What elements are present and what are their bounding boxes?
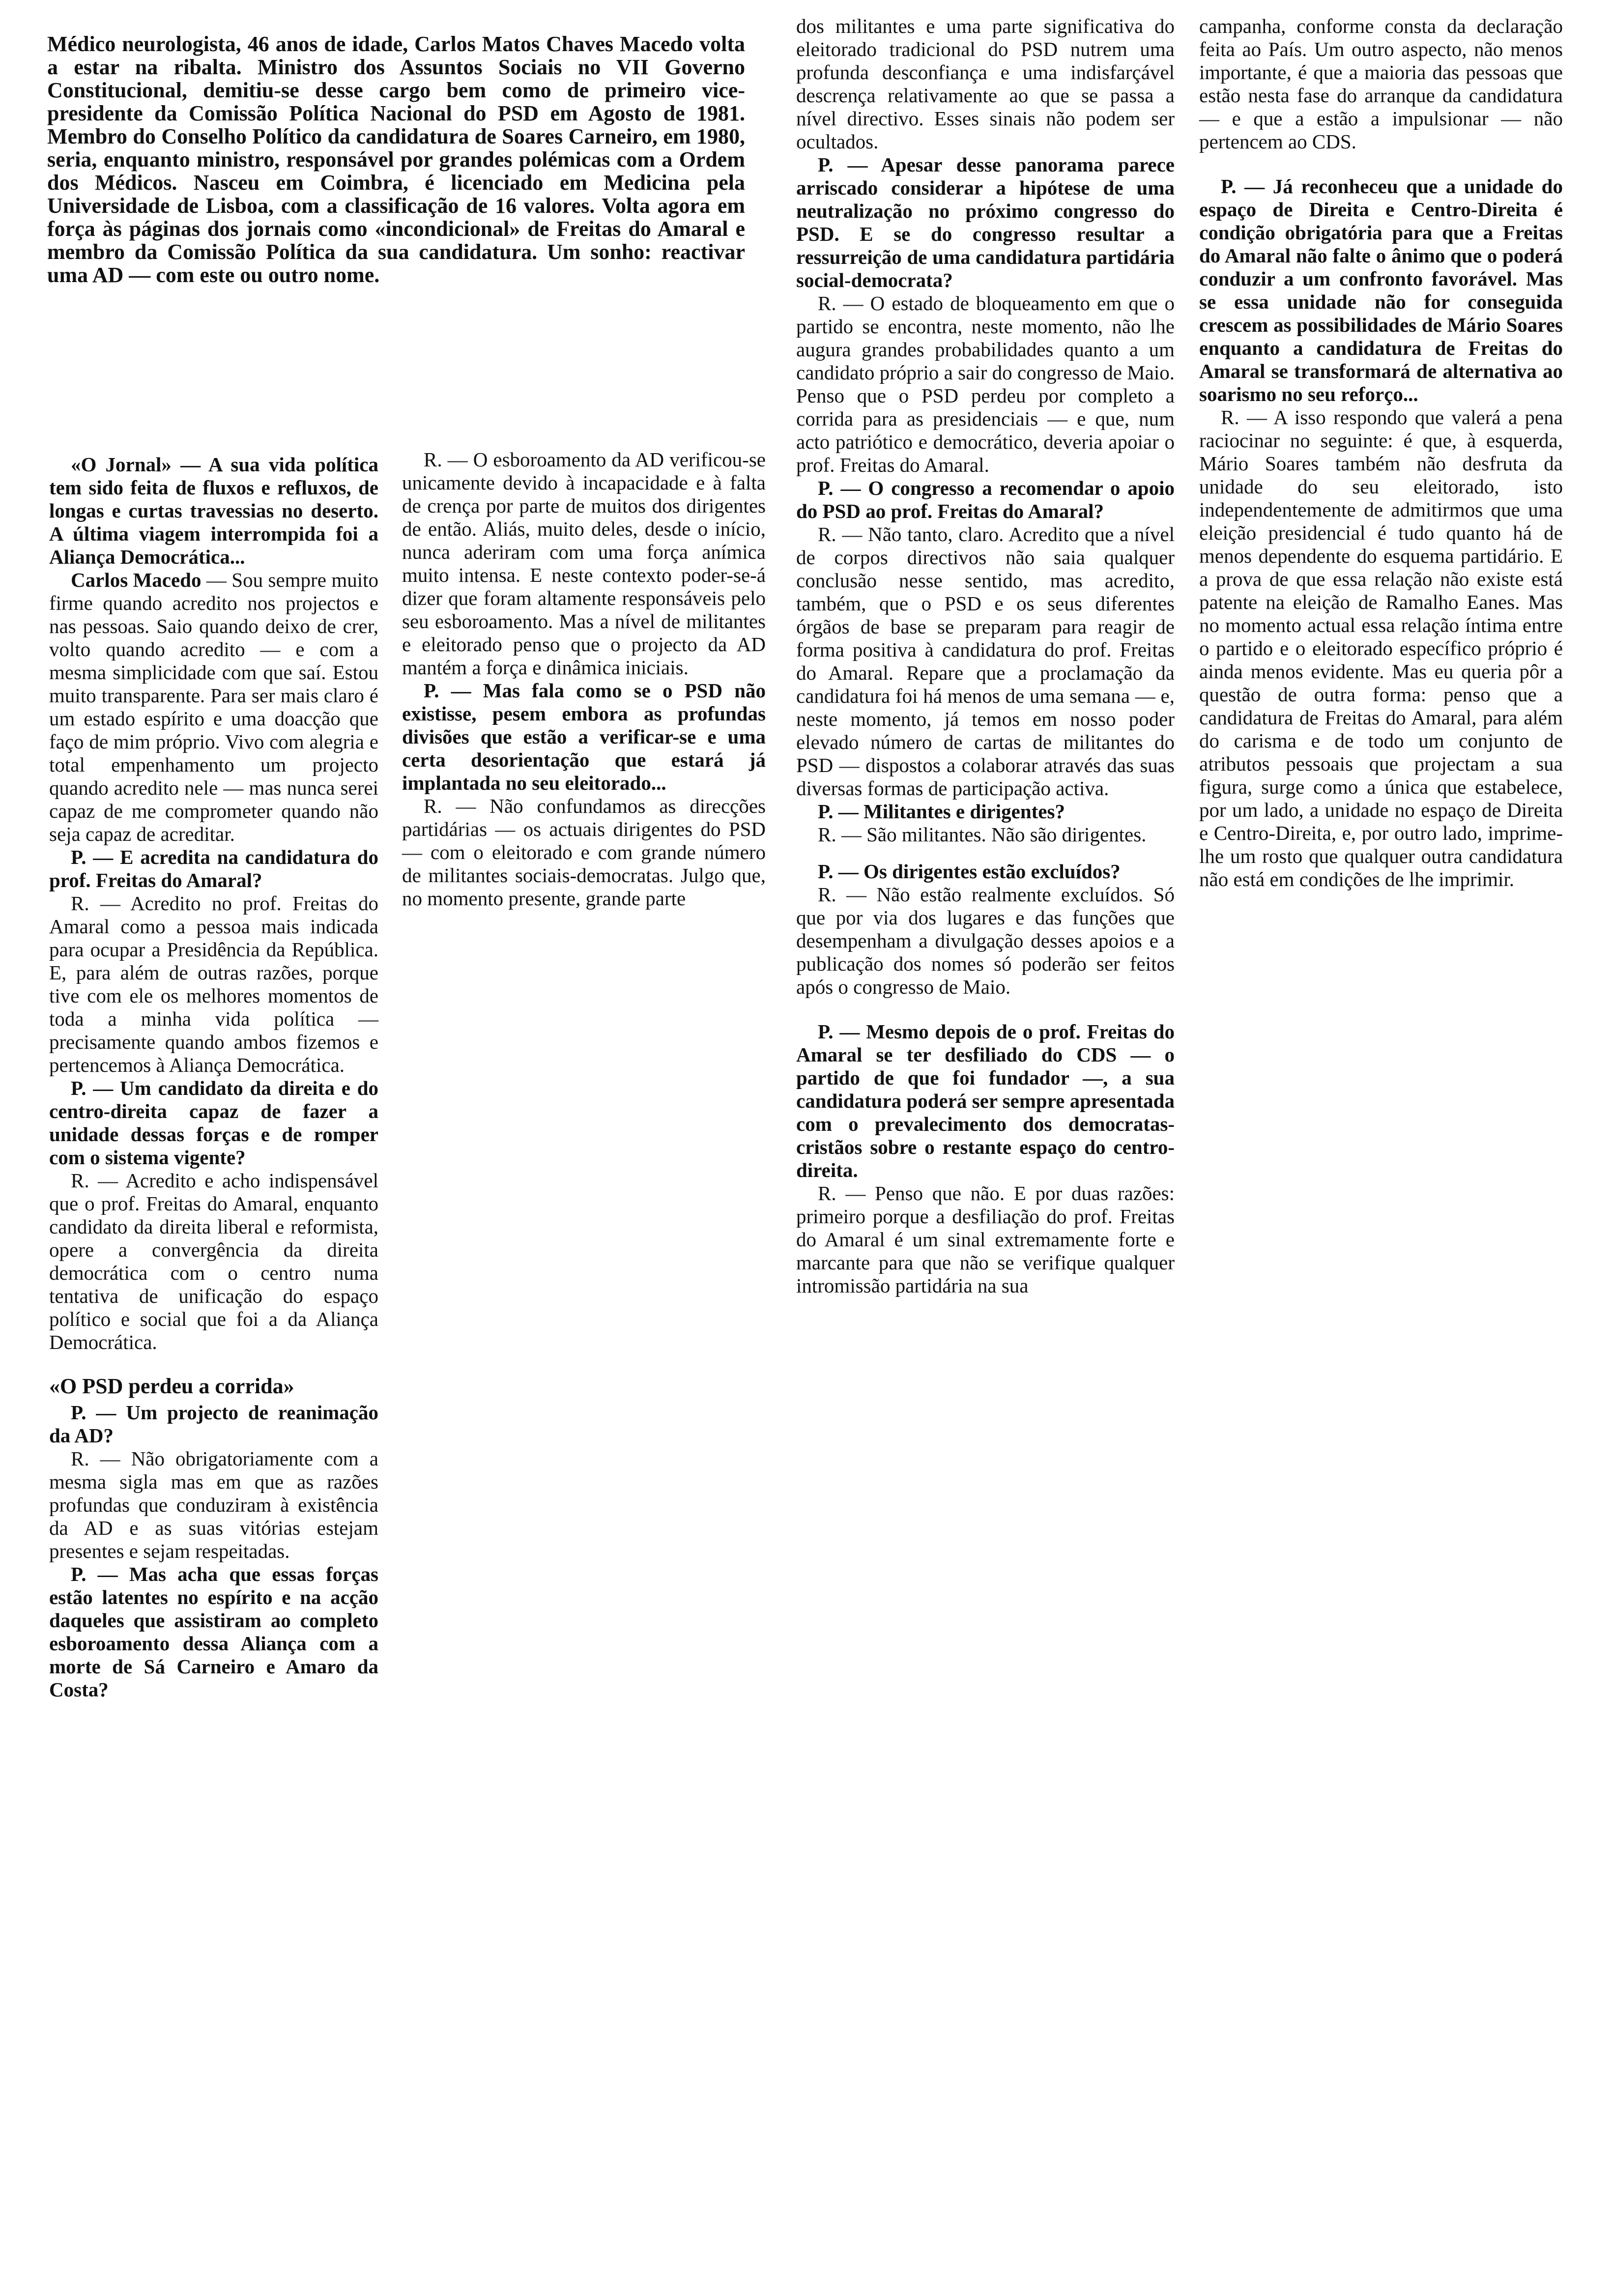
question: P. — Mas acha que essas forças estão latentes no espírito e na acção daqueles que assistiram ao completo esboroamento dessa Aliança com a morte de Sá Carneiro e Amaro da Costa? — [49, 1563, 378, 1701]
spacer — [796, 846, 1175, 860]
question: P. — Já reconheceu que a unidade do espaço de Direita e Centro-Direita é condição obrigatória para que a Freitas do Amaral não falte o ânimo que o poderá conduzir a um confronto favorável. Mas se essa unidade não for conseguida crescem as possibilidades de Mário Soares enquanto a candidatura de Freitas do Amaral se transformará de alternativa ao soarismo no seu reforço... — [1199, 175, 1563, 405]
column-4 — [1199, 15, 1563, 891]
answer: R. — O estado de bloqueamento em que o partido se encontra, neste momento, não lhe augura grandes probabilidades quanto a um candidato próprio a sair do congresso de Maio. Penso que o PSD perdeu por completo a corrida para as presidenciais — e que, num acto patriótico e democrático, deveria apoiar o prof. Freitas do Amaral. — [796, 292, 1175, 476]
speaker-name: Carlos Macedo — [71, 569, 202, 591]
answer-text: — Sou sempre muito firme quando acredito nos projectos e nas pessoas. Saio quando deixo de crer, volto quando acredito — e com a mesma simplicidade com que saí. Estou muito transparente. Para ser mais claro é um estado espírito e uma doacção que faço de mim próprio. Vivo com alegria e total empenhamento um projecto quando acredito nele — mas nunca serei capaz de me comprometer quando não seja capaz de acreditar. — [49, 569, 378, 845]
spacer — [796, 999, 1175, 1020]
subheading: «O PSD perdeu a corrida» — [49, 1374, 294, 1398]
question: P. — O congresso a recomendar o apoio do PSD ao prof. Freitas do Amaral? — [796, 477, 1175, 522]
question: «O Jornal» — A sua vida política tem sido feita de fluxos e refluxos, de longas e curtas travessias no deserto. A última viagem interrompida foi a Aliança Democrática... — [49, 453, 378, 568]
column-1 — [49, 453, 378, 1701]
answer: R. — Acredito no prof. Freitas do Amaral como a pessoa mais indicada para ocupar a Presidência da República. E, para além de outras razões, porque tive com ele os melhores momentos de toda a minha vida política — precisamente quando ambos fizemos e pertencemos à Aliança Democrática. — [49, 892, 378, 1076]
answer: R. — O esboroamento da AD verificou-se unicamente devido à incapacidade e à falta de crença por parte de muitos dos dirigentes de então. Aliás, muito deles, desde o início, nunca aderiram com uma força anímica muito intensa. E neste contexto poder-se-á dizer que foram altamente responsáveis pelo seu esboroamento. Mas a nível de militantes e eleitorado penso que o projecto da AD mantém a força e dinâmica iniciais. — [402, 448, 766, 679]
lead-paragraph: Médico neurologista, 46 anos de idade, Carlos Matos Chaves Macedo volta a estar na ribalta. Ministro dos Assuntos Sociais no VII Governo Constitucional, demitiu-se desse cargo bem como de primeiro vice-presidente da Comissão Política Nacional do PSD em Agosto de 1981. Membro do Conselho Político da candidatura de Soares Carneiro, em 1980, seria, enquanto ministro, responsável por grandes polémicas com a Ordem dos Médicos. Nasceu em Coimbra, é licenciado em Medicina pela Universidade de Lisboa, com a classificação de 16 valores. Volta agora em força às páginas dos jornais como «incondicional» de Freitas do Amaral e membro da Comissão Política da sua candidatura. Um sonho: reactivar uma AD — com este ou outro nome. — [47, 32, 745, 287]
question: P. — Um candidato da direita e do centro-direita capaz de fazer a unidade dessas forças e de romper com o sistema vigente? — [49, 1077, 378, 1169]
answer — [49, 569, 378, 846]
question: P. — Apesar desse panorama parece arriscado considerar a hipótese de uma neutralização no próximo congresso do PSD. E se do congresso resultar a ressurreição de uma candidatura partidária social-democrata? — [796, 153, 1175, 291]
question: P. — Militantes e dirigentes? — [818, 800, 1065, 823]
question: P. — Um projecto de reanimação da AD? — [49, 1401, 378, 1447]
answer: R. — Não confundamos as direcções partidárias — os actuais dirigentes do PSD — com o eleitorado e com grande número de militantes sociais-democratas. Julgo que, no momento presente, grande parte — [402, 795, 766, 910]
answer-continued: campanha, conforme consta da declaração feita ao País. Um outro aspecto, não menos importante, é que a maioria das pessoas que estão nesta fase do arranque da candidatura — e que a estão a impulsionar — não pertencem ao CDS. — [1199, 15, 1563, 153]
question: P. — Os dirigentes estão excluídos? — [818, 860, 1121, 883]
answer-continued: dos militantes e uma parte significativa do eleitorado tradicional do PSD nutrem uma profunda desconfiança e uma indisfarçável descrença relativamente ao que se passa a nível directivo. Esses sinais não podem ser ocultados. — [796, 15, 1175, 153]
answer: R. — Acredito e acho indispensável que o prof. Freitas do Amaral, enquanto candidato da direita liberal e reformista, opere a convergência da direita democrática com o centro numa tentativa de unificação do espaço político e social que foi a da Aliança Democrática. — [49, 1169, 378, 1353]
answer: R. — Não estão realmente excluídos. Só que por via dos lugares e das funções que desempenham a divulgação desses apoios e a publicação dos nomes só poderão ser feitos após o congresso de Maio. — [796, 883, 1175, 998]
answer: R. — São militantes. Não são dirigentes. — [818, 823, 1147, 846]
question: P. — E acredita na candidatura do prof. Freitas do Amaral? — [49, 846, 378, 891]
answer: R. — A isso respondo que valerá a pena raciocinar no seguinte: é que, à esquerda, Mário Soares também não desfruta da unidade do seu eleitorado, isto independentemente de admitirmos que uma eleição presidencial é tudo quanto há de menos dependente do esquema partidário. E a prova de que essa relação não existe está patente na eleição de Ramalho Eanes. Mas no momento actual essa relação íntima entre o partido e o eleitorado específico próprio é ainda menos evidente. Mas eu queria pôr a questão de outra forma: penso que a candidatura de Freitas do Amaral, para além do carisma e de todo um conjunto de atributos pessoais que projectam a sua figura, surge como a única que estabelece, por um lado, a unidade no espaço de Direita e Centro-Direita, e, por outro lado, imprime-lhe um rosto que qualquer outra candidatura não está em condições de lhe imprimir. — [1199, 406, 1563, 890]
column-2 — [402, 448, 766, 910]
answer: R. — Penso que não. E por duas razões: primeiro porque a desfiliação do prof. Freitas do Amaral é um sinal extremamente forte e marcante para que não se verifique qualquer intromissão partidária na sua — [796, 1182, 1175, 1297]
question: P. — Mesmo depois de o prof. Freitas do Amaral se ter desfiliado do CDS — o partido de que foi fundador —, a sua candidatura poderá ser sempre apresentada com o prevalecimento dos democratas-cristãos sobre o restante espaço do centro-direita. — [796, 1020, 1175, 1181]
column-3 — [796, 15, 1175, 1297]
answer: R. — Não tanto, claro. Acredito que a nível de corpos directivos não saia qualquer conclusão nesse sentido, mas acredito, também, que o PSD e os seus diferentes órgãos de base se preparam para reagir de forma positiva à candidatura do prof. Freitas do Amaral. Repare que a proclamação da candidatura foi há menos de uma semana — e, neste momento, já temos em nosso poder elevado número de cartas de militantes do PSD — dispostos a colaborar através das suas diversas formas de participação activa. — [796, 523, 1175, 800]
spacer — [1199, 153, 1563, 175]
answer: R. — Não obrigatoriamente com a mesma sigla mas em que as razões profundas que conduziram à existência da AD e as suas vitórias estejam presentes e sejam respeitadas. — [49, 1447, 378, 1562]
question: P. — Mas fala como se o PSD não existisse, pesem embora as profundas divisões que estão a verificar-se e uma certa desorientação que estará já implantada no seu eleitorado... — [402, 679, 766, 794]
